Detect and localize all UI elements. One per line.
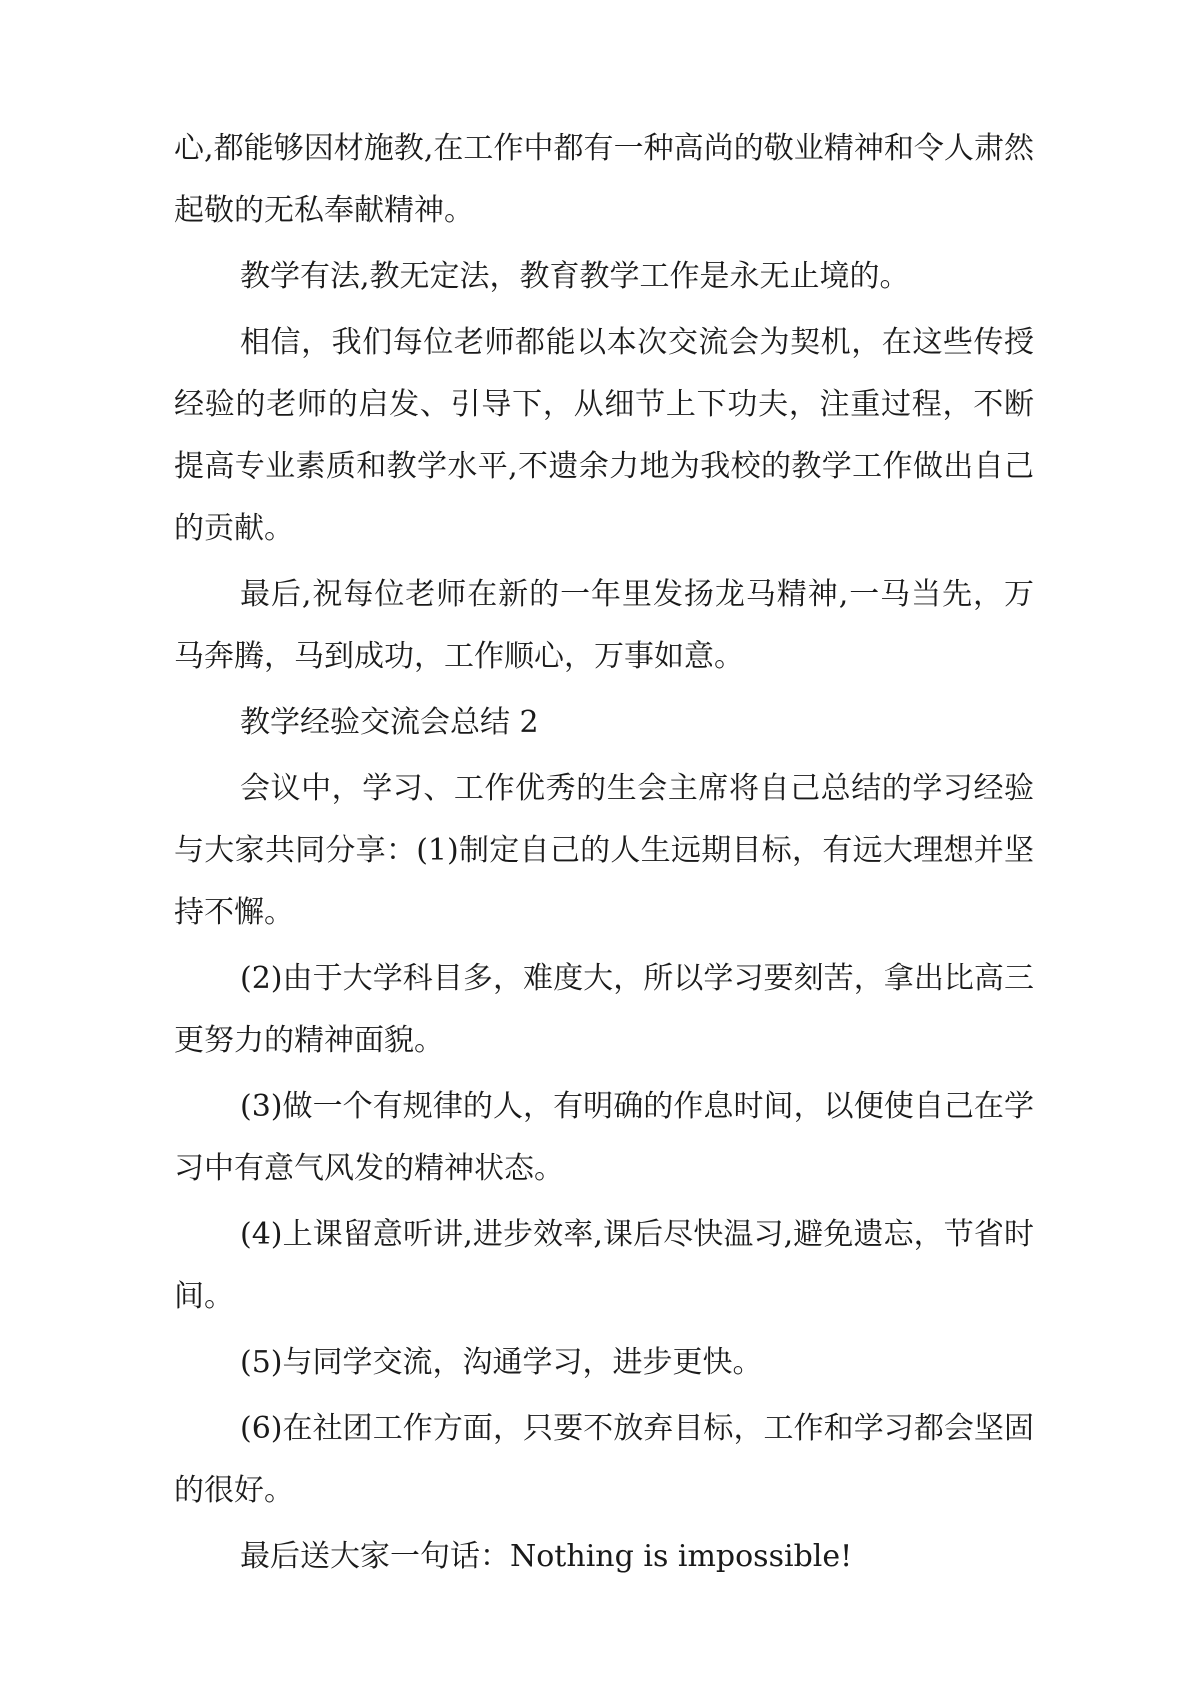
closing-sentence: 最后送大家一句话：Nothing is impossible! [240,1539,853,1574]
list-item-4: (4)上课留意听讲,进步效率,课后尽快温习,避免遗忘，节省时间。 [174,1217,1034,1314]
list-item-5: (5)与同学交流，沟通学习，进步更快。 [240,1345,763,1380]
list-item-2: (2)由于大学科目多，难度大，所以学习要刻苦，拿出比高三更努力的精神面貌。 [174,961,1034,1058]
paragraph-blessing: 最后,祝每位老师在新的一年里发扬龙马精神,一马当先，万马奔腾，马到成功，工作顺心，万事如意。 [174,577,1034,674]
list-item-3: (3)做一个有规律的人，有明确的作息时间，以便使自己在学习中有意气风发的精神状态。 [174,1089,1034,1186]
paragraph-belief: 相信，我们每位老师都能以本次交流会为契机，在这些传授经验的老师的启发、引导下，从细节上下功夫，注重过程，不断提高专业素质和教学水平,不遗余力地为我校的教学工作做出自己的贡献。 [174,325,1034,546]
paragraph-meeting: 会议中，学习、工作优秀的生会主席将自己总结的学习经验与大家共同分享：(1)制定自己的人生远期目标，有远大理想并坚持不懈。 [174,771,1034,930]
section-title: 教学经验交流会总结 2 [240,705,539,740]
document-body [174,118,1034,1592]
paragraph-teaching-method: 教学有法,教无定法，教育教学工作是永无止境的。 [240,259,910,294]
paragraph-continuation: 心,都能够因材施教,在工作中都有一种高尚的敬业精神和令人肃然起敬的无私奉献精神。 [174,131,1034,228]
list-item-6: (6)在社团工作方面，只要不放弃目标，工作和学习都会坚固的很好。 [174,1411,1034,1508]
